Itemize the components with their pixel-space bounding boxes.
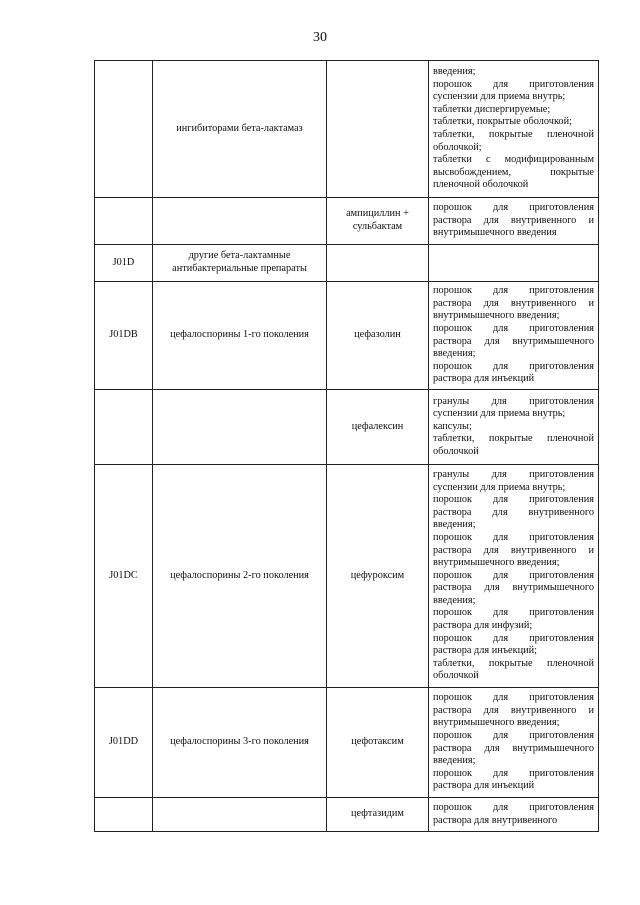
dosage-form: порошок для приготовления раствора для внутривенного и внутримышечного введения; <box>433 531 594 569</box>
group-cell: ингибиторами бета-лактамаз <box>153 61 327 198</box>
dosage-forms-cell <box>429 390 599 465</box>
dosage-form: порошок для приготовления раствора для инъекций <box>433 360 594 385</box>
drug-cell: ампициллин + сульбактам <box>327 198 429 245</box>
dosage-forms-cell <box>429 245 599 282</box>
drug-cell <box>327 61 429 198</box>
atc-code-cell <box>95 798 153 832</box>
atc-code-cell: J01D <box>95 245 153 282</box>
dosage-form: порошок для приготовления раствора для внутривенного и внутримышечного введения; <box>433 692 594 729</box>
atc-code-cell <box>95 61 153 198</box>
table-row <box>95 282 599 390</box>
group-cell: цефалоспорины 3-го поколения <box>153 688 327 798</box>
table-row <box>95 390 599 465</box>
group-cell <box>153 390 327 465</box>
drug-cell: цефазолин <box>327 282 429 390</box>
dosage-form: введения; <box>433 66 476 78</box>
dosage-form: таблетки, покрытые пленочной оболочкой <box>433 657 594 682</box>
table-row <box>95 245 599 282</box>
dosage-form: порошок для приготовления раствора для инъекций; <box>433 632 594 657</box>
dosage-form: гранулы для приготовления суспензии для приема внутрь; <box>433 395 594 420</box>
dosage-form: порошок для приготовления раствора для внутривенного введения; <box>433 494 594 531</box>
dosage-form: таблетки, покрытые оболочкой; <box>433 116 572 128</box>
atc-code-cell <box>95 390 153 465</box>
group-cell: другие бета-лактамные антибактериальные препараты <box>153 245 327 282</box>
dosage-forms-cell <box>429 61 599 198</box>
dosage-form: капсулы; <box>433 420 472 432</box>
dosage-form: порошок для приготовления раствора для внутривенного и внутримышечного введения; <box>433 285 594 322</box>
table-row <box>95 798 599 832</box>
group-cell <box>153 798 327 832</box>
dosage-forms-cell <box>429 465 599 688</box>
dosage-form: порошок для приготовления суспензии для приема внутрь; <box>433 78 594 103</box>
atc-code-cell <box>95 198 153 245</box>
drug-cell <box>327 245 429 282</box>
dosage-form: таблетки с модифицированным высвобождением, покрытые пленочной оболочкой <box>433 154 594 191</box>
dosage-forms-cell <box>429 688 599 798</box>
group-cell: цефалоспорины 2-го поколения <box>153 465 327 688</box>
drug-cell: цефотаксим <box>327 688 429 798</box>
table-row <box>95 688 599 798</box>
dosage-form: порошок для приготовления раствора для инфузий; <box>433 607 594 632</box>
dosage-form: порошок для приготовления раствора для внутримышечного введения; <box>433 729 594 767</box>
table-row <box>95 61 599 198</box>
table-row <box>95 465 599 688</box>
group-cell <box>153 198 327 245</box>
dosage-form: таблетки, покрытые пленочной оболочкой <box>433 433 594 457</box>
dosage-form: порошок для приготовления раствора для внутримышечного введения; <box>433 322 594 360</box>
dosage-form: таблетки, покрытые пленочной оболочкой; <box>433 129 594 153</box>
table-row <box>95 198 599 245</box>
dosage-forms-cell <box>429 798 599 832</box>
drug-cell: цефалексин <box>327 390 429 465</box>
drug-cell: цефуроксим <box>327 465 429 688</box>
page-number: 30 <box>313 30 327 45</box>
dosage-forms-cell <box>429 198 599 245</box>
dosage-form: порошок для приготовления раствора для инъекций <box>433 767 594 792</box>
atc-code-cell: J01DC <box>95 465 153 688</box>
atc-code-cell: J01DB <box>95 282 153 390</box>
drug-cell: цефтазидим <box>327 798 429 832</box>
drug-table <box>94 60 599 832</box>
dosage-form: гранулы для приготовления суспензии для приема внутрь; <box>433 468 594 493</box>
group-cell: цефалоспорины 1-го поколения <box>153 282 327 390</box>
atc-code-cell: J01DD <box>95 688 153 798</box>
dosage-forms-cell <box>429 282 599 390</box>
dosage-form: порошок для приготовления раствора для внутривенного <box>433 801 594 826</box>
dosage-form: таблетки диспергируемые; <box>433 103 551 115</box>
dosage-form: порошок для приготовления раствора для внутривенного и внутримышечного введения <box>433 202 594 239</box>
dosage-form: порошок для приготовления раствора для внутримышечного введения; <box>433 569 594 606</box>
